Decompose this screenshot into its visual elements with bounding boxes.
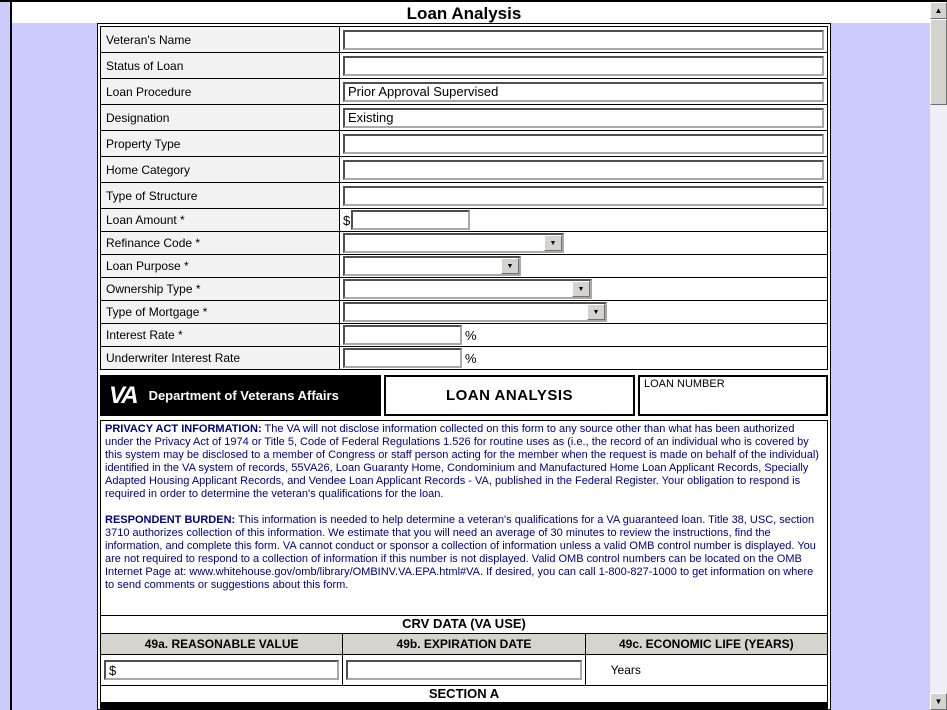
field-label: Underwriter Interest Rate	[101, 347, 340, 370]
dropdown-arrow-icon: ▼	[549, 239, 557, 247]
loan-amount-input[interactable]	[351, 210, 470, 230]
privacy-body: The VA will not disclose information collected on this form to any source other than what has been authorized under the Privacy Act of 1974 or Title 5, Code of Federal Regulations 1.526 for routine uses as (i.e., the record of an individual who is covered by this system may be disclosed to a member of Congress or staff person acting for the member when the request is made on behalf of the individual) identified in the VA system of records, 55VA26, Loan Guaranty Home, Condominium and Manufactured Home Loan Applicant Records, Specially Adapted Housing Applicant Records, and Vendee Loan Applicant Records - VA, published in the Federal Register. Your obligation to respond is required in order to determine the veteran's qualifications for the loan.	[105, 423, 819, 500]
field-label: Home Category	[101, 157, 340, 183]
va-logo-icon: VA	[109, 381, 137, 409]
frame-left-border	[10, 0, 12, 710]
type-of-structure-input[interactable]	[343, 186, 824, 206]
loan-purpose-select[interactable]	[343, 256, 521, 276]
home-category-input[interactable]	[343, 160, 824, 180]
property-type-input[interactable]	[343, 134, 824, 154]
loan-analysis-form	[97, 23, 831, 710]
form-row	[101, 255, 828, 278]
crv-header-row	[101, 634, 828, 655]
form-row	[101, 209, 828, 232]
crv-section-title: CRV DATA (VA USE)	[100, 616, 828, 633]
veterans-name-input[interactable]	[343, 30, 824, 50]
form-row	[101, 232, 828, 255]
va-agency-box	[100, 375, 381, 416]
status-of-loan-input[interactable]	[343, 56, 824, 76]
dropdown-arrow-icon: ▼	[506, 262, 514, 270]
expiration-date-input[interactable]	[346, 660, 581, 680]
next-section-header-bar	[100, 702, 828, 710]
loan-number-box	[638, 375, 828, 416]
dropdown-arrow-icon: ▼	[577, 285, 585, 293]
form-row	[101, 105, 828, 131]
crv-col-economic-life: 49c. ECONOMIC LIFE (YEARS)	[585, 634, 827, 655]
refinance-code-dropdown-button[interactable]	[544, 235, 562, 251]
dropdown-arrow-icon: ▼	[592, 308, 600, 316]
field-label: Ownership Type *	[101, 278, 340, 301]
refinance-code-select[interactable]	[343, 233, 564, 253]
agency-name: Department of Veterans Affairs	[148, 388, 339, 403]
form-row	[101, 301, 828, 324]
field-label: Loan Amount *	[101, 209, 340, 232]
page-header	[12, 2, 930, 23]
dollar-prefix: $	[343, 212, 351, 228]
privacy-heading: PRIVACY ACT INFORMATION:	[105, 423, 262, 435]
type-of-mortgage-value	[345, 304, 587, 320]
refinance-code-value	[345, 235, 544, 251]
underwriter-interest-rate-input[interactable]	[343, 348, 462, 368]
form-row	[101, 131, 828, 157]
down-arrow-icon: ▼	[934, 696, 943, 706]
scroll-down-button[interactable]	[930, 693, 947, 710]
ownership-type-select[interactable]	[343, 279, 592, 299]
ownership-type-dropdown-button[interactable]	[572, 281, 590, 297]
type-of-mortgage-select[interactable]	[343, 302, 607, 322]
loan-details-table	[100, 26, 828, 370]
page-title: Loan Analysis	[406, 4, 522, 23]
interest-rate-input[interactable]	[343, 325, 462, 345]
field-label: Property Type	[101, 131, 340, 157]
form-title-box	[384, 375, 635, 416]
privacy-paragraph	[105, 423, 823, 501]
respondent-burden-paragraph	[105, 514, 823, 592]
economic-life-unit: Years	[610, 663, 641, 677]
field-label: Designation	[101, 105, 340, 131]
percent-suffix: %	[465, 350, 477, 366]
up-arrow-icon: ▲	[934, 5, 943, 15]
reasonable-value-input[interactable]	[104, 660, 339, 680]
burden-heading: RESPONDENT BURDEN:	[105, 514, 236, 526]
crv-data-table	[100, 633, 828, 686]
vertical-scrollbar[interactable]	[930, 2, 947, 710]
section-a-title: SECTION A	[100, 686, 828, 702]
crv-value-row	[101, 655, 828, 686]
field-label: Refinance Code *	[101, 232, 340, 255]
form-row	[101, 183, 828, 209]
field-label: Type of Mortgage *	[101, 301, 340, 324]
loan-number-label: LOAN NUMBER	[644, 378, 725, 390]
form-row	[101, 157, 828, 183]
percent-suffix: %	[465, 327, 477, 343]
field-label: Type of Structure	[101, 183, 340, 209]
form-title: LOAN ANALYSIS	[445, 387, 574, 404]
privacy-act-notice	[100, 420, 828, 616]
crv-col-reasonable-value: 49a. REASONABLE VALUE	[101, 634, 343, 655]
frame-top-border	[0, 0, 947, 2]
field-label: Interest Rate *	[101, 324, 340, 347]
loan-purpose-value	[345, 258, 501, 274]
scrollbar-thumb[interactable]	[930, 19, 947, 105]
loan-purpose-dropdown-button[interactable]	[501, 258, 519, 274]
field-label: Loan Purpose *	[101, 255, 340, 278]
field-label: Status of Loan	[101, 53, 340, 79]
form-row	[101, 347, 828, 370]
form-row	[101, 324, 828, 347]
field-label: Veteran's Name	[101, 27, 340, 53]
va-form-header	[100, 375, 828, 416]
form-row	[101, 79, 828, 105]
form-row	[101, 278, 828, 301]
scroll-up-button[interactable]	[930, 2, 947, 19]
page-viewport	[12, 2, 930, 710]
burden-body: This information is needed to help determine a veteran's qualifications for a VA guaranteed loan. Title 38, USC, section 3710 authorizes collection of this information. We estimate that you will need an average of 30 minutes to review the instructions, find the information, and complete this form. VA cannot conduct or sponsor a collection of information unless a valid OMB control number is displayed. You are not required to respond to a collection of information if this number is not displayed. Valid OMB control numbers can be located on the OMB Internet Page at: www.whitehouse.gov/omb/library/OMBINV.VA.EPA.html#VA. If desired, you can call 1-800-827-1000 to get information on where to send comments or suggestions about this form.	[105, 514, 816, 591]
crv-col-expiration-date: 49b. EXPIRATION DATE	[343, 634, 585, 655]
field-label: Loan Procedure	[101, 79, 340, 105]
ownership-type-value	[345, 281, 572, 297]
form-row	[101, 53, 828, 79]
type-of-mortgage-dropdown-button[interactable]	[587, 304, 605, 320]
form-row	[101, 27, 828, 53]
designation-input[interactable]	[343, 108, 824, 128]
loan-procedure-input[interactable]	[343, 82, 824, 102]
